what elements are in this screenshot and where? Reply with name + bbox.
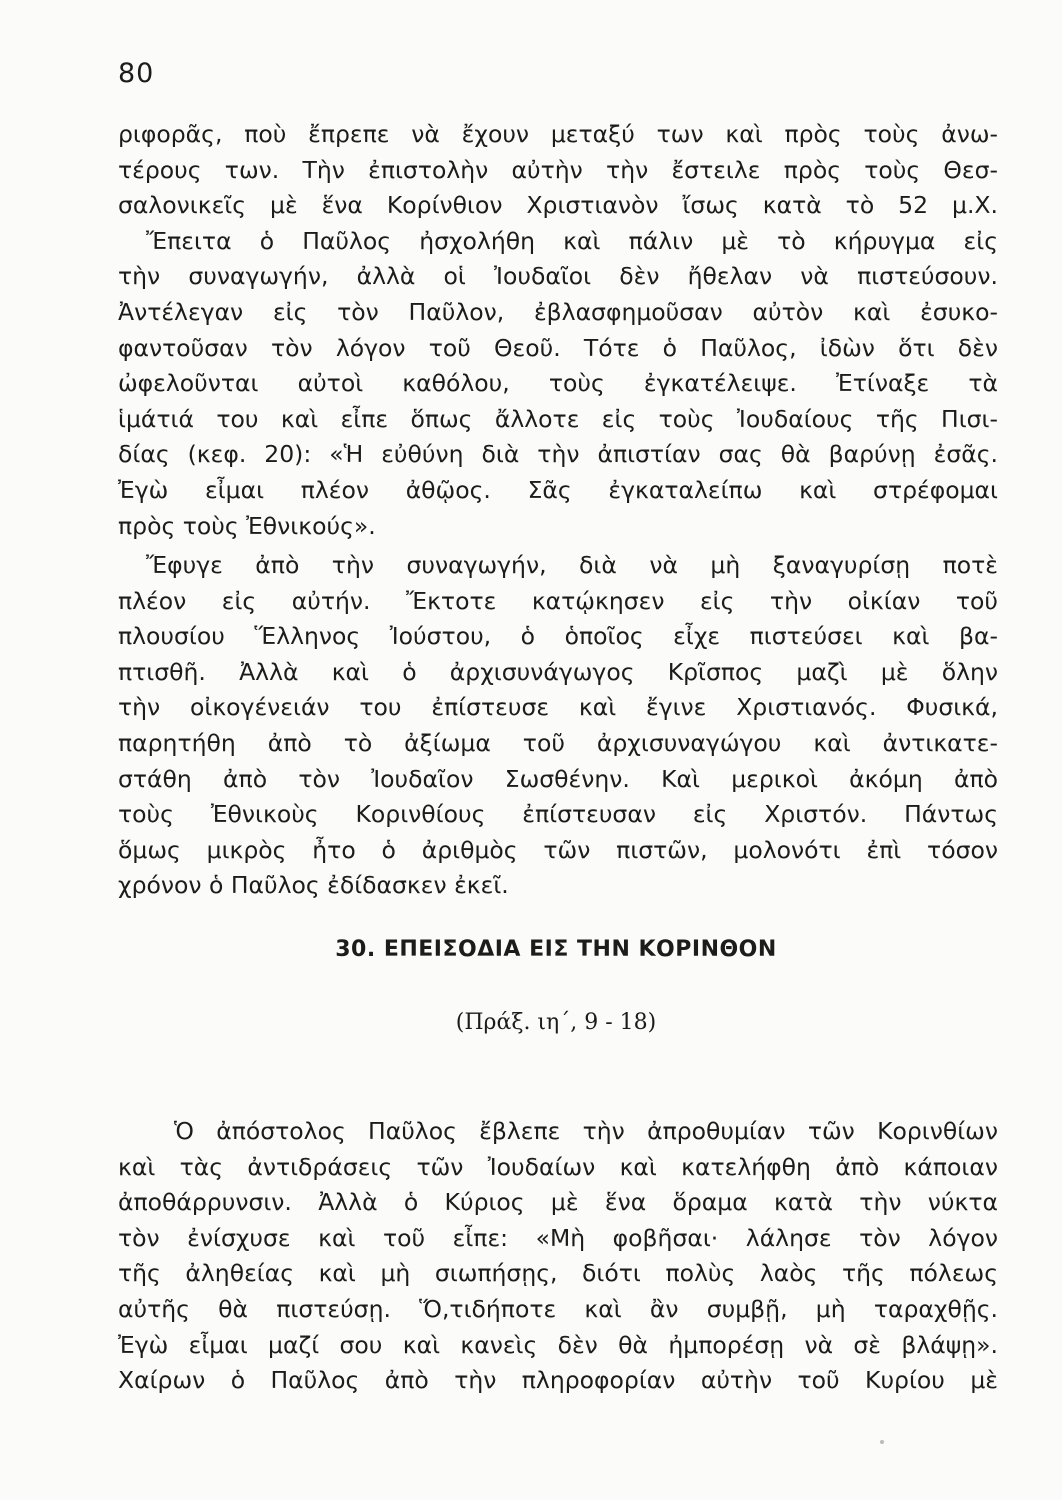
text-line: φαντοῦσαν τὸν λόγον τοῦ Θεοῦ. Τότε ὁ Παῦλος, ἰδὼν ὅτι δὲν xyxy=(118,333,998,362)
text-line: πρὸς τοὺς Ἐθνικούς». xyxy=(118,511,376,540)
section-heading: 30. ΕΠΕΙΣΟΔΙΑ ΕΙΣ ΤΗΝ ΚΟΡΙΝΘΟΝ xyxy=(335,937,777,962)
text-line: ὅμως μικρὸς ἦτο ὁ ἀριθμὸς τῶν πιστῶν, μολονότι ἐπὶ τόσον xyxy=(118,835,998,864)
paragraph-2 xyxy=(118,548,998,904)
text-line: στάθη ἀπὸ τὸν Ἰουδαῖον Σωσθένην. Καὶ μερικοὶ ἀκόμη ἀπὸ xyxy=(118,764,998,793)
text-line: Ἔφυγε ἀπὸ τὴν συναγωγήν, διὰ νὰ μὴ ξαναγυρίσῃ ποτὲ xyxy=(146,551,998,579)
text-line: τὸν ἐνίσχυσε καὶ τοῦ εἶπε: «Μὴ φοβῆσαι· λάλησε τὸν λόγον xyxy=(118,1223,998,1252)
text-line: ριφορᾶς, ποὺ ἔπρεπε νὰ ἔχουν μεταξύ των καὶ πρὸς τοὺς ἀνω- xyxy=(118,120,998,148)
text-line: Ὁ ἀπόστολος Παῦλος ἔβλεπε τὴν ἀπροθυμίαν τῶν Κορινθίων xyxy=(174,1117,998,1145)
paragraph-1 xyxy=(118,117,998,544)
text-line: ὠφελοῦνται αὐτοὶ καθόλου, τοὺς ἐγκατέλειψε. Ἐτίναξε τὰ xyxy=(118,369,998,398)
text-line: τέρους των. Τὴν ἐπιστολὴν αὐτὴν τὴν ἔστειλε πρὸς τοὺς Θεσ- xyxy=(118,155,998,184)
scan-speck xyxy=(880,1440,884,1444)
text-line: ἱμάτιά του καὶ εἶπε ὅπως ἄλλοτε εἰς τοὺς Ἰουδαίους τῆς Πισι- xyxy=(118,404,998,433)
text-line: ἀποθάρρυνσιν. Ἀλλὰ ὁ Κύριος μὲ ἕνα ὅραμα κατὰ τὴν νύκτα xyxy=(118,1188,998,1217)
text-line: Ἔπειτα ὁ Παῦλος ἠσχολήθη καὶ πάλιν μὲ τὸ κήρυγμα εἰς xyxy=(146,226,998,255)
text-line: δίας (κεφ. 20): «Ἡ εὐθύνη διὰ τὴν ἀπιστίαν σας θὰ βαρύνῃ ἐσᾶς. xyxy=(118,440,998,469)
text-line: Χαίρων ὁ Παῦλος ἀπὸ τὴν πληροφορίαν αὐτὴν τοῦ Κυρίου μὲ xyxy=(118,1366,998,1395)
text-line: τὴν οἰκογένειάν του ἐπίστευσε καὶ ἔγινε Χριστιανός. Φυσικά, xyxy=(118,693,998,722)
text-line: Ἐγὼ εἶμαι μαζί σου καὶ κανεὶς δὲν θὰ ἠμπορέσῃ νὰ σὲ βλάψῃ». xyxy=(118,1330,998,1359)
text-line: τοὺς Ἐθνικοὺς Κορινθίους ἐπίστευσαν εἰς Χριστόν. Πάντως xyxy=(118,800,998,829)
text-line: πλέον εἰς αὐτήν. Ἔκτοτε κατῴκησεν εἰς τὴν οἰκίαν τοῦ xyxy=(118,586,998,615)
text-line: Ἀντέλεγαν εἰς τὸν Παῦλον, ἐβλασφημοῦσαν αὐτὸν καὶ ἐσυκο- xyxy=(118,297,998,326)
text-line: πλουσίου Ἕλληνος Ἰούστου, ὁ ὁποῖος εἶχε πιστεύσει καὶ βα- xyxy=(118,622,998,651)
text-line: τῆς ἀληθείας καὶ μὴ σιωπήσῃς, διότι πολὺς λαὸς τῆς πόλεως xyxy=(118,1259,998,1288)
scripture-reference: (Πράξ. ιη΄, 9 - 18) xyxy=(455,1010,657,1035)
paragraph-3 xyxy=(118,1114,998,1399)
text-line: αὐτῆς θὰ πιστεύσῃ. Ὅ,τιδήποτε καὶ ἂν συμβῇ, μὴ ταραχθῇς. xyxy=(118,1294,998,1323)
page-number: 80 xyxy=(118,58,155,89)
text-line: παρητήθη ἀπὸ τὸ ἀξίωμα τοῦ ἀρχισυναγώγου καὶ ἀντικατε- xyxy=(118,728,998,757)
text-line: καὶ τὰς ἀντιδράσεις τῶν Ἰουδαίων καὶ κατελήφθη ἀπὸ κάποιαν xyxy=(118,1152,998,1181)
text-line: τὴν συναγωγήν, ἀλλὰ οἱ Ἰουδαῖοι δὲν ἤθελαν νὰ πιστεύσουν. xyxy=(118,262,998,291)
text-line: Ἐγὼ εἶμαι πλέον ἀθῷος. Σᾶς ἐγκαταλείπω καὶ στρέφομαι xyxy=(118,475,998,504)
text-line: σαλονικεῖς μὲ ἕνα Κορίνθιον Χριστιανὸν ἴσως κατὰ τὸ 52 μ.Χ. xyxy=(118,191,998,220)
text-line: πτισθῆ. Ἀλλὰ καὶ ὁ ἀρχισυνάγωγος Κρῖσπος μαζὶ μὲ ὅλην xyxy=(118,657,998,686)
text-line: χρόνον ὁ Παῦλος ἐδίδασκεν ἐκεῖ. xyxy=(118,871,509,900)
